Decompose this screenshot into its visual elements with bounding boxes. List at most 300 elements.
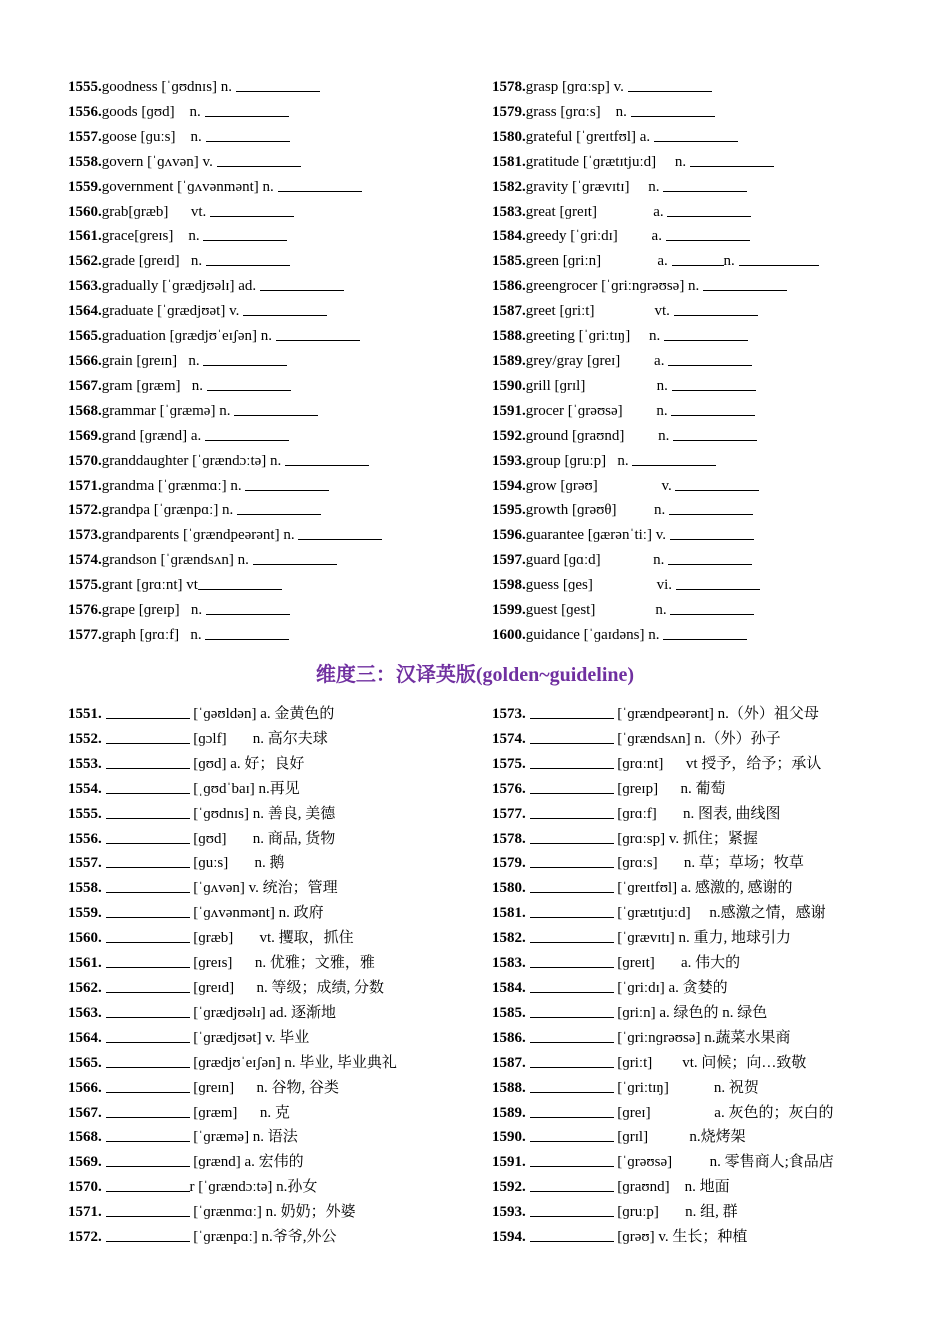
entry-number: 1562.: [68, 253, 102, 270]
answer-blank[interactable]: [674, 300, 758, 316]
entry-number: 1594.: [492, 477, 526, 494]
answer-blank[interactable]: [106, 828, 190, 844]
entry-word: gravity [ˈɡrævɪtɪ] n.: [525, 178, 664, 195]
entry-definition: [ˈɡrænmɑː] n. 奶奶；外婆: [189, 1204, 356, 1221]
entry-number: 1558.: [68, 880, 102, 897]
entry-number: 1582.: [492, 930, 526, 947]
answer-blank[interactable]: [253, 549, 337, 565]
vocab-entry: [492, 1225, 912, 1250]
vocab-entry: [492, 1175, 912, 1200]
answer-blank[interactable]: [106, 927, 190, 943]
entry-definition: [ɡrædjʊˈeɪʃən] n. 毕业, 毕业典礼: [189, 1054, 397, 1071]
answer-blank[interactable]: [530, 828, 614, 844]
entry-word: grocer [ˈɡrəʊsə] n.: [525, 402, 672, 419]
entry-definition: [ɡreɪs] n. 优雅；文雅，雅: [189, 955, 375, 972]
entry-number: 1553.: [68, 755, 102, 772]
entry-number: 1591.: [492, 402, 526, 419]
entry-word: guess [ɡes] vi.: [525, 577, 676, 594]
entry-definition: [ˈɡəʊldən] a. 金黄色的: [189, 706, 335, 722]
answer-blank[interactable]: [106, 803, 190, 819]
entry-number: 1560.: [68, 203, 102, 220]
answer-blank[interactable]: [106, 1027, 190, 1043]
answer-blank[interactable]: [663, 176, 747, 192]
answer-blank[interactable]: [631, 101, 715, 117]
vocab-entry: [68, 249, 488, 274]
vocab-entry: [492, 1076, 912, 1101]
entry-definition: [ɡræb] vt. 攫取，抓住: [189, 930, 354, 947]
entry-definition: [ˈɡʌvən] v. 统治；管理: [189, 880, 338, 897]
vocab-entry: [68, 1051, 488, 1076]
entry-definition: [ɡriːn] a. 绿色的 n. 绿色: [613, 1004, 768, 1021]
entry-word: grape [ɡreɪp] n.: [101, 602, 206, 619]
entry-word: gram [ɡræm] n.: [101, 377, 207, 394]
answer-blank[interactable]: [530, 1151, 614, 1167]
answer-blank[interactable]: [690, 151, 774, 167]
entry-number: 1596.: [492, 527, 526, 544]
entry-number: 1589.: [492, 352, 526, 369]
entry-definition: [ˈɡriːdɪ] a. 贪婪的: [613, 979, 728, 996]
entry-number: 1570.: [68, 1179, 102, 1196]
entry-number: 1579.: [492, 103, 526, 120]
answer-blank[interactable]: [106, 952, 190, 968]
answer-blank[interactable]: [672, 375, 756, 391]
answer-blank[interactable]: [670, 524, 754, 540]
vocab-entry: [68, 324, 488, 349]
entry-number: 1576.: [68, 602, 102, 619]
answer-blank[interactable]: [206, 126, 290, 142]
answer-blank[interactable]: [676, 574, 760, 590]
entry-definition: [ɡɔlf] n. 高尔夫球: [189, 730, 328, 747]
vocab-entry: [492, 200, 912, 225]
answer-blank[interactable]: [530, 1176, 614, 1192]
entry-number: 1573.: [492, 706, 526, 722]
vocab-entry: [492, 951, 912, 976]
answer-blank[interactable]: [530, 753, 614, 769]
answer-blank[interactable]: [106, 902, 190, 918]
entry-number: 1557.: [68, 855, 102, 872]
vocab-entry: [492, 623, 912, 648]
vocab-entry: [68, 150, 488, 175]
entry-definition: [ɡraʊnd] n. 地面: [613, 1179, 730, 1196]
answer-blank[interactable]: [106, 703, 190, 719]
entry-word: goods [ɡʊd] n.: [101, 103, 205, 120]
answer-blank[interactable]: [106, 1102, 190, 1118]
answer-blank[interactable]: [206, 599, 290, 615]
answer-blank[interactable]: [217, 151, 301, 167]
answer-blank[interactable]: [207, 375, 291, 391]
answer-blank[interactable]: [106, 1201, 190, 1217]
entry-number: 1576.: [492, 780, 526, 797]
answer-blank[interactable]: [667, 201, 751, 217]
answer-blank[interactable]: [530, 1027, 614, 1043]
entry-word: grace[ɡreɪs] n.: [101, 228, 204, 245]
answer-blank[interactable]: [703, 275, 787, 291]
entry-number: 1590.: [492, 1129, 526, 1146]
entry-number: 1565.: [68, 1054, 102, 1071]
answer-blank[interactable]: [664, 325, 748, 341]
entry-definition: [ɡuːs] n. 鹅: [189, 855, 285, 872]
entry-word: grain [ɡreɪn] n.: [101, 352, 204, 369]
entry-word: ground [ɡraʊnd] n.: [525, 427, 674, 444]
entry-definition: [ɡreɪp] n. 葡萄: [613, 780, 726, 797]
answer-blank[interactable]: [739, 250, 819, 266]
answer-blank[interactable]: [530, 1002, 614, 1018]
entry-definition: [ɡruːp] n. 组, 群: [613, 1204, 738, 1221]
answer-blank[interactable]: [530, 852, 614, 868]
entry-number: 1585.: [492, 253, 526, 270]
vocab-entry: [68, 851, 488, 876]
entry-number: 1559.: [68, 905, 102, 922]
entry-number: 1593.: [492, 1204, 526, 1221]
answer-blank[interactable]: [285, 450, 369, 466]
entry-word: grateful [ˈɡreɪtfʊl] a.: [525, 128, 654, 145]
answer-blank[interactable]: [276, 325, 360, 341]
vocab-entry: [492, 752, 912, 777]
vocab-entry: [492, 249, 912, 274]
entry-definition: [ˈɡriːnɡrəʊsə] n.蔬菜水果商: [613, 1029, 791, 1046]
answer-blank[interactable]: [530, 1126, 614, 1142]
vocab-entry: [492, 75, 912, 100]
entry-definition: [ɡreɪt] a. 伟大的: [613, 955, 741, 972]
entry-number: 1584.: [492, 228, 526, 245]
vocab-entry: [68, 449, 488, 474]
answer-blank[interactable]: [206, 250, 290, 266]
answer-blank[interactable]: [628, 76, 712, 92]
entry-word: goose [ɡuːs] n.: [101, 128, 206, 145]
answer-blank[interactable]: [530, 877, 614, 893]
entry-word: greedy [ˈɡriːdɪ] a.: [525, 228, 666, 245]
entry-word: graduate [ˈɡrædjʊət] v.: [101, 303, 244, 320]
vocab-entry: [492, 523, 912, 548]
answer-blank[interactable]: [106, 1052, 190, 1068]
entry-number: 1583.: [492, 955, 526, 972]
answer-blank[interactable]: [106, 1077, 190, 1093]
vocab-entry: [68, 274, 488, 299]
entry-word: graph [ɡrɑːf] n.: [101, 626, 206, 643]
answer-blank[interactable]: [530, 728, 614, 744]
answer-blank[interactable]: [106, 778, 190, 794]
answer-blank[interactable]: [530, 778, 614, 794]
answer-blank[interactable]: [298, 524, 382, 540]
answer-blank[interactable]: [106, 753, 190, 769]
answer-blank[interactable]: [260, 275, 344, 291]
entry-word: grade [ɡreɪd] n.: [101, 253, 206, 270]
vocab-entry: [68, 548, 488, 573]
entry-definition: [ɡræm] n. 克: [189, 1104, 290, 1121]
entry-number: 1572.: [68, 502, 102, 519]
answer-blank[interactable]: [530, 1102, 614, 1118]
vocab-entry: [492, 851, 912, 876]
answer-blank[interactable]: [530, 1201, 614, 1217]
answer-blank[interactable]: [106, 728, 190, 744]
entry-number: 1556.: [68, 830, 102, 847]
entry-number: 1594.: [492, 1229, 526, 1246]
answer-blank[interactable]: [668, 549, 752, 565]
answer-blank[interactable]: [530, 703, 614, 719]
vocab-entry: [492, 827, 912, 852]
vocab-entry: [492, 224, 912, 249]
answer-blank[interactable]: [234, 400, 318, 416]
entry-number: 1561.: [68, 228, 102, 245]
answer-blank[interactable]: [236, 76, 320, 92]
entry-number: 1577.: [68, 626, 102, 643]
entry-number: 1567.: [68, 377, 102, 394]
answer-blank[interactable]: [668, 350, 752, 366]
entry-number: 1580.: [492, 128, 526, 145]
entry-word: government [ˈɡʌvənmənt] n.: [101, 178, 278, 195]
entry-word: guest [ɡest] n.: [525, 602, 671, 619]
vocab-entry: [492, 1051, 912, 1076]
entry-number: 1600.: [492, 626, 526, 643]
entry-definition: [ɡreɪ] a. 灰色的；灰白的: [613, 1104, 834, 1121]
vocab-entry: [492, 100, 912, 125]
answer-blank[interactable]: [673, 425, 757, 441]
answer-blank[interactable]: [245, 475, 329, 491]
vocab-entry: [492, 274, 912, 299]
vocab-entry: [68, 876, 488, 901]
entry-number: 1556.: [68, 103, 102, 120]
answer-blank[interactable]: [670, 599, 754, 615]
vocab-entry: [492, 424, 912, 449]
vocab-entry: [492, 474, 912, 499]
entry-number: 1582.: [492, 178, 526, 195]
answer-blank[interactable]: [530, 927, 614, 943]
vocab-entry: [68, 926, 488, 951]
entry-number: 1590.: [492, 377, 526, 394]
answer-blank[interactable]: [530, 1052, 614, 1068]
vocab-entry: [492, 1001, 912, 1026]
vocab-entry: [68, 523, 488, 548]
vocab-entry: [68, 374, 488, 399]
entry-number: 1586.: [492, 278, 526, 295]
vocab-entry: [492, 1150, 912, 1175]
answer-blank[interactable]: [106, 1126, 190, 1142]
answer-blank[interactable]: [106, 977, 190, 993]
vocab-entry: [492, 1125, 912, 1150]
entry-number: 1570.: [68, 452, 102, 469]
answer-blank[interactable]: [672, 250, 724, 266]
vocab-column-bottom-left: [68, 702, 488, 1250]
entry-number: 1562.: [68, 979, 102, 996]
entry-definition: [ɡreɪn] n. 谷物, 谷类: [189, 1079, 340, 1096]
vocab-entry: [68, 1001, 488, 1026]
entry-definition: [ˈɡrænpɑː] n.爷爷,外公: [189, 1229, 337, 1246]
vocab-entry: [492, 702, 912, 727]
entry-word: guard [ɡɑːd] n.: [525, 552, 669, 569]
vocab-entry: [68, 299, 488, 324]
answer-blank[interactable]: [106, 877, 190, 893]
entry-number: 1581.: [492, 153, 526, 170]
answer-blank[interactable]: [663, 624, 747, 640]
vocab-entry: [492, 175, 912, 200]
entry-word: grab[ɡræb] vt.: [101, 203, 211, 220]
vocab-entry: [68, 827, 488, 852]
vocab-entry: [492, 727, 912, 752]
vocab-column-top-right: [492, 75, 912, 648]
entry-number: 1577.: [492, 805, 526, 822]
entry-definition: [ɡrænd] a. 宏伟的: [189, 1154, 304, 1171]
entry-number: 1575.: [492, 755, 526, 772]
entry-word: granddaughter [ˈɡrændɔːtə] n.: [101, 452, 286, 469]
entry-definition: [ˌɡʊdˈbaɪ] n.再见: [189, 780, 300, 797]
answer-blank[interactable]: [675, 475, 759, 491]
vocab-entry: [68, 1200, 488, 1225]
entry-word: grass [ɡrɑːs] n.: [525, 103, 631, 120]
vocab-entry: [492, 777, 912, 802]
entry-number: 1558.: [68, 153, 102, 170]
answer-blank[interactable]: [106, 1176, 190, 1192]
entry-definition: [ɡrɑːf] n. 图表, 曲线图: [613, 805, 781, 822]
entry-number: 1561.: [68, 955, 102, 972]
entry-word: grill [ɡrɪl] n.: [525, 377, 672, 394]
entry-word: grey/gray [ɡreɪ] a.: [525, 352, 669, 369]
entry-number: 1563.: [68, 278, 102, 295]
entry-definition: [ˈɡreɪtfʊl] a. 感激的, 感谢的: [613, 880, 793, 897]
answer-blank[interactable]: [203, 350, 287, 366]
answer-blank[interactable]: [205, 101, 289, 117]
answer-blank[interactable]: [530, 1226, 614, 1242]
answer-blank[interactable]: [106, 1226, 190, 1242]
answer-blank[interactable]: [666, 225, 750, 241]
entry-number: 1587.: [492, 303, 526, 320]
vocab-entry: [492, 449, 912, 474]
vocab-entry: [68, 901, 488, 926]
entry-word: gradually [ˈɡrædjʊəlɪ] ad.: [101, 278, 260, 295]
entry-word: grandparents [ˈɡrændpeərənt] n.: [101, 527, 299, 544]
vocab-entry: [68, 702, 488, 727]
entry-number: 1599.: [492, 602, 526, 619]
section-title: 维度三：汉译英版(golden~guideline): [315, 664, 635, 686]
vocab-column-bottom-right: [492, 702, 912, 1250]
vocab-entry: [68, 951, 488, 976]
entry-number: 1566.: [68, 352, 102, 369]
answer-blank[interactable]: [237, 499, 321, 515]
entry-definition: [ˈɡrəʊsə] n. 零售商人;食品店: [613, 1154, 834, 1171]
answer-blank[interactable]: [530, 803, 614, 819]
entry-number: 1574.: [492, 730, 526, 747]
entry-definition: [ˈɡʊdnɪs] n. 善良, 美德: [189, 805, 336, 822]
answer-blank[interactable]: [278, 176, 362, 192]
entry-number: 1597.: [492, 552, 526, 569]
entry-word: greeting [ˈɡriːtɪŋ] n.: [525, 328, 664, 345]
vocab-entry: [68, 424, 488, 449]
answer-blank[interactable]: [106, 852, 190, 868]
answer-blank[interactable]: [530, 952, 614, 968]
vocab-entry: [68, 1175, 488, 1200]
answer-blank[interactable]: [530, 1077, 614, 1093]
vocab-entry: [68, 75, 488, 100]
vocab-entry: [68, 1125, 488, 1150]
entry-number: 1592.: [492, 1179, 526, 1196]
vocab-entry: [492, 876, 912, 901]
entry-number: 1560.: [68, 930, 102, 947]
vocab-entry: [492, 598, 912, 623]
entry-word: group [ɡruːp] n.: [525, 452, 633, 469]
entry-definition: [ɡreɪd] n. 等级；成绩, 分数: [189, 979, 385, 996]
entry-definition: [ɡrɑːsp] v. 抓住；紧握: [613, 830, 758, 847]
entry-word: gratitude [ˈɡrætɪtjuːd] n.: [525, 153, 690, 170]
answer-blank[interactable]: [243, 300, 327, 316]
entry-word: guarantee [ɡærənˈtiː] v.: [525, 527, 670, 544]
entry-number: 1567.: [68, 1104, 102, 1121]
vocab-entry: [68, 474, 488, 499]
answer-blank[interactable]: [205, 425, 289, 441]
entry-definition: [ɡrɑːnt] vt 授予，给予；承认: [613, 755, 822, 772]
entry-number: 1573.: [68, 527, 102, 544]
vocab-entry: [492, 324, 912, 349]
entry-number: 1571.: [68, 477, 102, 494]
entry-number: 1595.: [492, 502, 526, 519]
answer-blank[interactable]: [530, 902, 614, 918]
entry-number: 1552.: [68, 730, 102, 747]
vocab-entry: [68, 498, 488, 523]
vocab-entry: [68, 802, 488, 827]
vocab-entry: [492, 374, 912, 399]
entry-number: 1585.: [492, 1004, 526, 1021]
vocab-entry: [68, 399, 488, 424]
entry-word: grasp [ɡrɑːsp] v.: [525, 79, 628, 95]
entry-number: 1593.: [492, 452, 526, 469]
vocab-entry: [68, 752, 488, 777]
answer-blank[interactable]: [106, 1151, 190, 1167]
answer-blank[interactable]: [671, 400, 755, 416]
entry-number: 1575.: [68, 577, 102, 594]
answer-blank[interactable]: [654, 126, 738, 142]
entry-definition: [ˈɡrædjʊət] v. 毕业: [189, 1029, 310, 1046]
entry-word: growth [ɡrəʊθ] n.: [525, 502, 670, 519]
entry-number: 1588.: [492, 1079, 526, 1096]
entry-number: 1589.: [492, 1104, 526, 1121]
vocab-entry: [492, 1101, 912, 1126]
entry-definition: [ɡriːt] vt. 问候；向…致敬: [613, 1054, 807, 1071]
vocab-entry: [68, 777, 488, 802]
entry-number: 1568.: [68, 402, 102, 419]
answer-blank[interactable]: [106, 1002, 190, 1018]
vocab-entry: [492, 926, 912, 951]
answer-blank[interactable]: [210, 201, 294, 217]
answer-blank[interactable]: [669, 499, 753, 515]
answer-blank[interactable]: [632, 450, 716, 466]
vocab-entry: [68, 598, 488, 623]
entry-number: 1574.: [68, 552, 102, 569]
answer-blank[interactable]: [203, 225, 287, 241]
entry-number: 1583.: [492, 203, 526, 220]
entry-word: goodness [ˈɡʊdnɪs] n.: [101, 79, 236, 95]
entry-number: 1571.: [68, 1204, 102, 1221]
entry-number: 1569.: [68, 427, 102, 444]
vocab-column-top-left: [68, 75, 488, 648]
vocab-entry: [68, 976, 488, 1001]
entry-word: grandpa [ˈɡrænpɑː] n.: [101, 502, 238, 519]
entry-definition: [ˈɡræmə] n. 语法: [189, 1129, 298, 1146]
answer-blank[interactable]: [205, 624, 289, 640]
entry-number: 1578.: [492, 79, 526, 95]
answer-blank[interactable]: [198, 574, 282, 590]
vocab-entry: [68, 1076, 488, 1101]
entry-number: 1591.: [492, 1154, 526, 1171]
answer-blank[interactable]: [530, 977, 614, 993]
entry-word: graduation [ɡrædjʊˈeɪʃən] n.: [101, 328, 276, 345]
entry-number: 1559.: [68, 178, 102, 195]
vocab-entry: [492, 901, 912, 926]
vocab-entry: [68, 1225, 488, 1250]
entry-definition: [ˈɡrævɪtɪ] n. 重力, 地球引力: [613, 930, 791, 947]
entry-number: 1579.: [492, 855, 526, 872]
vocab-entry: [68, 100, 488, 125]
entry-definition: [ɡʊd] n. 商品, 货物: [189, 830, 336, 847]
vocab-entry: [492, 1200, 912, 1225]
vocab-entry: [492, 802, 912, 827]
